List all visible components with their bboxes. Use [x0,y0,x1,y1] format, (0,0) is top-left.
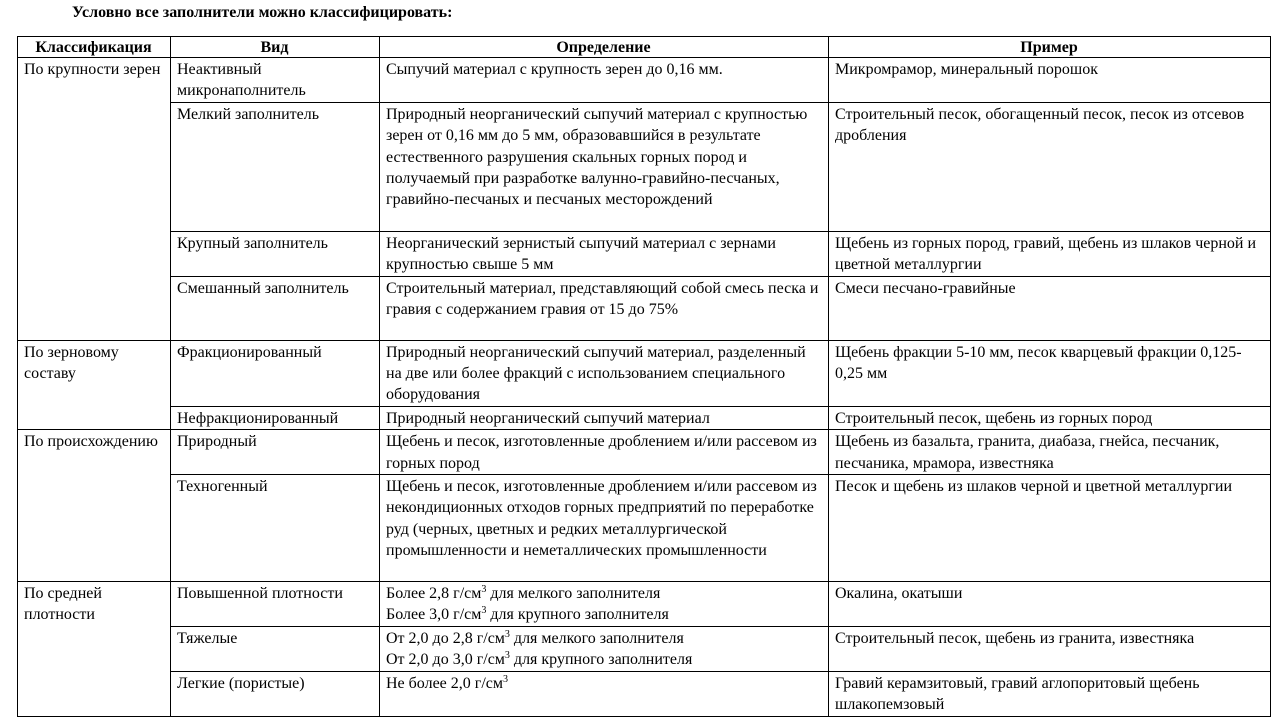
table-row [18,231,1271,276]
table-row [18,102,1271,231]
table-row [18,582,1271,627]
example-cell: Щебень фракции 5-10 мм, песок кварцевый фракции 0,125-0,25 мм [829,340,1271,406]
table-row [18,430,1271,475]
definition-line: Более 2,8 $г/см^3$ для мелкого заполнителя [386,584,661,603]
table-row [18,58,1271,103]
header-example: Пример [829,37,1271,58]
example-cell: Строительный песок, обогащенный песок, песок из отсевов дробления [829,102,1271,231]
header-classification: Классификация [18,37,171,58]
definition-line: От 2,0 до 3,0 $г/см^3$ для крупного заполнителя [386,650,693,669]
definition-cell: Сыпучий материал с крупность зерен до 0,16 мм. [380,58,829,103]
definition-cell: Природный неорганический сыпучий материал с крупностью зерен от 0,16 мм до 5 мм, образовавшийся в результате естественного разрушения скальных горных пород и получаемый при разработке валунно-гравийно-песчаных, гравийно-песчаных и песчаных месторождений [380,102,829,231]
table-row [18,276,1271,340]
classification-cell: По зерновому составу [18,340,171,430]
kind-cell: Техногенный [171,475,380,582]
definition-cell: Строительный материал, представляющий собой смесь песка и гравия с содержанием гравия от 15 до 75% [380,276,829,340]
superscript: 3 [504,650,510,662]
definition-cell: Природный неорганический сыпучий материал [380,406,829,429]
definition-cell [380,671,829,716]
definition-cell [380,626,829,671]
classification-table [17,36,1271,717]
superscript: 3 [481,605,487,617]
header-kind: Вид [171,37,380,58]
kind-cell: Мелкий заполнитель [171,102,380,231]
definition-cell: Неорганический зернистый сыпучий материал с зернами крупностью свыше 5 мм [380,231,829,276]
example-cell: Смеси песчано-гравийные [829,276,1271,340]
example-cell: Гравий керамзитовый, гравий аглопоритовый щебень шлакопемзовый [829,671,1271,716]
header-definition: Определение [380,37,829,58]
kind-cell: Фракционированный [171,340,380,406]
superscript: 3 [481,584,487,596]
definition-line: Более 3,0 $г/см^3$ для крупного заполнителя [386,605,669,624]
definition-line: Не более 2,0 $г/см^3$ [386,673,509,692]
page-title: Условно все заполнители можно классифицировать: [72,4,453,21]
example-cell: Щебень из базальта, гранита, диабаза, гнейса, песчаник, песчаника, мрамора, известняка [829,430,1271,475]
example-cell: Окалина, окатыши [829,582,1271,627]
definition-cell: Щебень и песок, изготовленные дроблением и/или рассевом из горных пород [380,430,829,475]
example-cell: Песок и щебень из шлаков черной и цветной металлургии [829,475,1271,582]
example-cell: Микромрамор, минеральный порошок [829,58,1271,103]
header-row [18,37,1271,58]
kind-cell: Тяжелые [171,626,380,671]
kind-cell: Природный [171,430,380,475]
table-row [18,406,1271,429]
definition-cell [380,582,829,627]
kind-cell: Нефракционированный [171,406,380,429]
table-row [18,475,1271,582]
kind-cell: Повышенной плотности [171,582,380,627]
kind-cell: Крупный заполнитель [171,231,380,276]
example-cell: Строительный песок, щебень из горных пород [829,406,1271,429]
example-cell: Щебень из горных пород, гравий, щебень из шлаков черной и цветной металлургии [829,231,1271,276]
table-row [18,340,1271,406]
table-row [18,626,1271,671]
table-row [18,671,1271,716]
definition-cell: Щебень и песок, изготовленные дроблением и/или рассевом из некондиционных отходов горных предприятий по переработке руд (черных, цветных и редких металлургической промышленности и неметаллических промышленности [380,475,829,582]
definition-cell: Природный неорганический сыпучий материал, разделенный на две или более фракций с использованием специального оборудования [380,340,829,406]
superscript: 3 [503,673,509,685]
kind-cell: Смешанный заполнитель [171,276,380,340]
classification-cell: По крупности зерен [18,58,171,341]
kind-cell: Легкие (пористые) [171,671,380,716]
definition-line: От 2,0 до 2,8 $г/см^3$ для мелкого заполнителя [386,628,684,647]
example-cell: Строительный песок, щебень из гранита, известняка [829,626,1271,671]
superscript: 3 [504,628,510,640]
classification-cell: По происхождению [18,430,171,582]
classification-cell: По средней плотности [18,582,171,716]
kind-cell: Неактивный микронаполнитель [171,58,380,103]
